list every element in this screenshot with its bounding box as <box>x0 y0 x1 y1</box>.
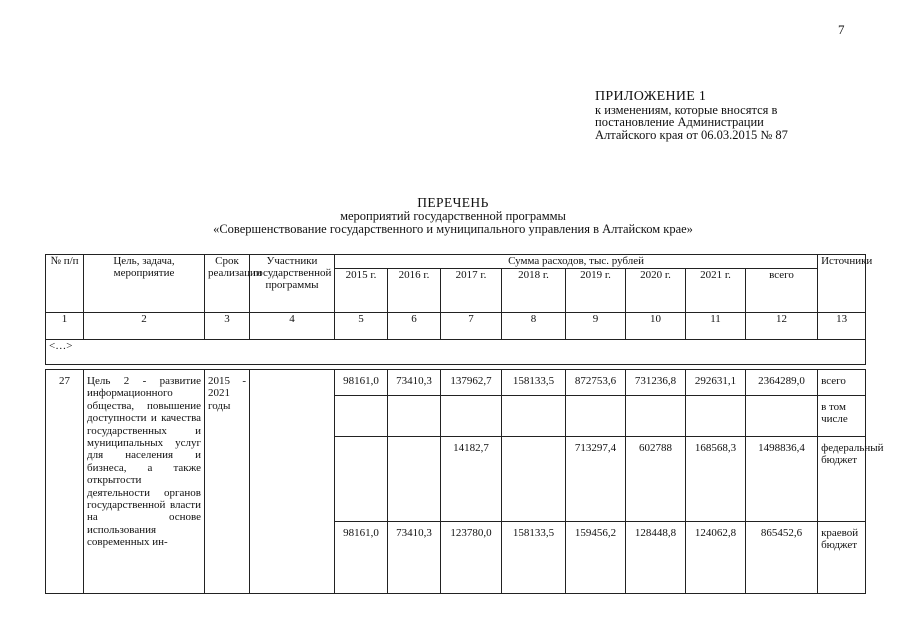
measures-table <box>45 254 884 594</box>
header-year: 2020 г. <box>626 269 686 313</box>
value-cell: 73410,3 <box>388 370 441 396</box>
goal-text: Цель 2 - развитие информационного общества, повышение доступности и качества государственных и муниципальных услуг для населения и бизнеса, а также открытости деятельности органов государственной власти на основе использования современных ин- <box>84 370 205 594</box>
value-cell: 602788 <box>626 437 686 522</box>
value-cell <box>502 396 566 437</box>
value-cell <box>335 437 388 522</box>
value-cell: 168568,3 <box>686 437 746 522</box>
header-num: № п/п <box>46 255 84 313</box>
heading-title: ПЕРЕЧЕНЬ <box>417 195 489 210</box>
value-cell: 137962,7 <box>441 370 502 396</box>
column-number: 5 <box>335 313 388 340</box>
value-cell: 731236,8 <box>626 370 686 396</box>
value-cell: 73410,3 <box>388 522 441 594</box>
header-year: 2015 г. <box>335 269 388 313</box>
term-text: 2015 - 2021 годы <box>205 370 250 594</box>
value-cell: 159456,2 <box>566 522 626 594</box>
document-heading <box>40 196 866 237</box>
source-cell: всего <box>818 370 866 396</box>
column-number: 13 <box>818 313 866 340</box>
value-cell: 128448,8 <box>626 522 686 594</box>
column-number: 11 <box>686 313 746 340</box>
page-number: 7 <box>838 22 845 37</box>
header-total: всего <box>746 269 818 313</box>
value-cell <box>441 396 502 437</box>
appendix-line: к изменениям, которые вносятся в <box>595 102 778 117</box>
heading-line: «Совершенствование государственного и муниципального управления в Алтайском крае» <box>213 222 693 236</box>
column-number: 9 <box>566 313 626 340</box>
header-year: 2021 г. <box>686 269 746 313</box>
value-cell <box>746 396 818 437</box>
header-sources: Источники <box>818 255 866 313</box>
header-term: Срок реализации <box>205 255 250 313</box>
column-number: 1 <box>46 313 84 340</box>
table-row <box>46 370 866 396</box>
column-number: 7 <box>441 313 502 340</box>
column-number: 6 <box>388 313 441 340</box>
value-cell: 713297,4 <box>566 437 626 522</box>
value-cell: 158133,5 <box>502 522 566 594</box>
header-year: 2018 г. <box>502 269 566 313</box>
header-year: 2019 г. <box>566 269 626 313</box>
value-cell <box>388 437 441 522</box>
value-cell: 292631,1 <box>686 370 746 396</box>
value-cell: 1498836,4 <box>746 437 818 522</box>
appendix-line: Алтайского края от 06.03.2015 № 87 <box>595 127 788 142</box>
appendix-title: ПРИЛОЖЕНИЕ 1 <box>595 89 707 104</box>
column-number: 3 <box>205 313 250 340</box>
value-cell <box>502 437 566 522</box>
column-number: 8 <box>502 313 566 340</box>
value-cell <box>686 396 746 437</box>
value-cell <box>335 396 388 437</box>
value-cell <box>626 396 686 437</box>
source-cell: федеральный бюджет <box>818 437 866 522</box>
column-number: 10 <box>626 313 686 340</box>
heading-line: мероприятий государственной программы <box>340 208 566 223</box>
omitted-rows-marker: <…> <box>46 340 866 365</box>
value-cell: 98161,0 <box>335 370 388 396</box>
header-year: 2016 г. <box>388 269 441 313</box>
participants-cell <box>250 370 335 594</box>
value-cell: 872753,6 <box>566 370 626 396</box>
appendix-block <box>595 91 788 141</box>
header-goal: Цель, задача, мероприятие <box>84 255 205 313</box>
column-number: 12 <box>746 313 818 340</box>
column-number: 2 <box>84 313 205 340</box>
value-cell: 865452,6 <box>746 522 818 594</box>
header-sum: Сумма расходов, тыс. рублей <box>335 255 818 269</box>
value-cell: 2364289,0 <box>746 370 818 396</box>
value-cell: 158133,5 <box>502 370 566 396</box>
value-cell: 98161,0 <box>335 522 388 594</box>
header-year: 2017 г. <box>441 269 502 313</box>
appendix-line: постановление Администрации <box>595 115 764 129</box>
value-cell: 124062,8 <box>686 522 746 594</box>
header-participants: Участники государственной программы <box>250 255 335 313</box>
row-number: 27 <box>46 370 84 594</box>
value-cell <box>388 396 441 437</box>
column-number: 4 <box>250 313 335 340</box>
source-cell: в том числе <box>818 396 866 437</box>
value-cell <box>566 396 626 437</box>
source-cell: краевой бюджет <box>818 522 866 594</box>
value-cell: 123780,0 <box>441 522 502 594</box>
value-cell: 14182,7 <box>441 437 502 522</box>
